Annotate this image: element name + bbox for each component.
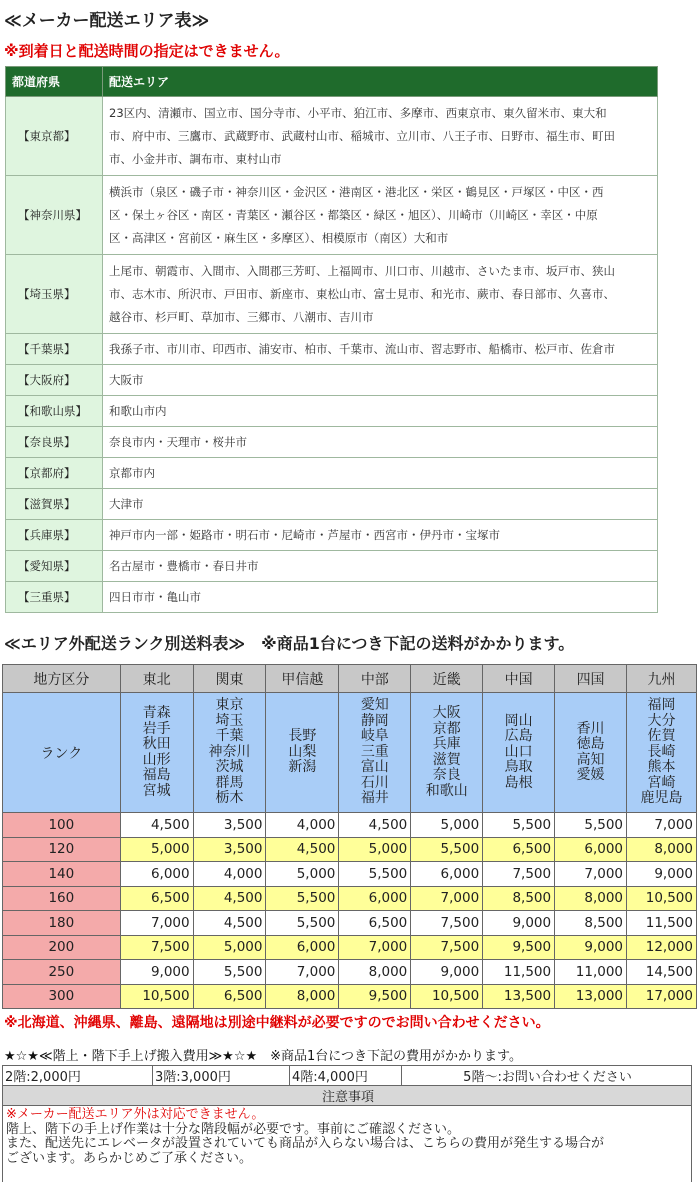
rank-value: 100: [3, 813, 121, 838]
area-cities: [103, 255, 658, 334]
rank-table-title: ≪エリア外配送ランク別送料表≫ ※商品1台につき下記の送料がかかります。: [4, 634, 575, 653]
shipping-fee-cell: 5,000: [266, 862, 339, 887]
prefecture-name: 兵庫: [432, 736, 461, 752]
area-row: [6, 551, 658, 582]
area-city-line: 京都市内: [109, 465, 155, 480]
area-prefecture: 【神奈川県】: [6, 176, 103, 255]
area-row: [6, 427, 658, 458]
area-row: [6, 97, 658, 176]
rank-header-row: [3, 665, 697, 693]
prefecture-name: 神奈川: [208, 743, 251, 760]
prefecture-name: 新潟: [288, 759, 317, 776]
shipping-fee-cell: 17,000: [627, 984, 697, 1009]
prefecture-name: 大阪: [432, 705, 461, 721]
caution-row: [3, 1106, 692, 1182]
header-delivery-area: 配送エリア: [103, 67, 658, 97]
prefecture-name: 東京: [215, 697, 244, 714]
area-prefecture: 【兵庫県】: [6, 520, 103, 551]
shipping-fee-cell: 11,000: [555, 960, 627, 985]
area-prefecture: 【京都府】: [6, 458, 103, 489]
area-row: [6, 334, 658, 365]
fee-4f: 4階:4,000円: [290, 1066, 402, 1086]
area-city-line: 我孫子市、市川市、印西市、浦安市、柏市、千葉市、流山市、習志野市、船橋市、松戸市、佐倉市: [109, 341, 615, 356]
prefecture-name: 高知: [576, 751, 605, 768]
region-header: 関東: [193, 665, 266, 693]
shipping-fee-cell: 5,500: [193, 960, 266, 985]
rank-corner-header: 地方区分: [3, 665, 121, 693]
shipping-fee-cell: 9,500: [483, 935, 555, 960]
area-city-line: 区・保土ヶ谷区・南区・青葉区・瀬谷区・都築区・緑区・旭区）、川崎市（川崎区・幸区・中原: [109, 207, 598, 222]
prefecture-name: 岩手: [142, 720, 171, 737]
area-city-line: 四日市市・亀山市: [109, 589, 201, 604]
prefecture-list: [143, 706, 171, 799]
area-city-line: 大津市: [109, 496, 144, 511]
prefecture-name: 鳥取: [504, 759, 533, 776]
shipping-fee-cell: 7,500: [120, 935, 193, 960]
caution-line: 階上、階下の手上げ作業は十分な階段幅が必要です。事前にご確認ください。: [6, 1121, 460, 1137]
shipping-fee-cell: 4,500: [120, 813, 193, 838]
rank-value: 200: [3, 935, 121, 960]
prefecture-name: 山口: [504, 743, 533, 760]
rank-value: 180: [3, 911, 121, 936]
fee-3f: 3階:3,000円: [153, 1066, 290, 1086]
prefecture-list: [426, 706, 468, 799]
shipping-fee-cell: 7,000: [266, 960, 339, 985]
area-city-line: 上尾市、朝霞市、入間市、入間郡三芳町、上福岡市、川口市、川越市、さいたま市、坂戸市、狭山: [109, 263, 615, 278]
rank-row: [3, 837, 697, 862]
stair-fee-title: ★☆★≪階上・階下手上げ搬入費用≫★☆★ ※商品1台につき下記の費用がかかります。: [4, 1049, 523, 1064]
region-prefectures: [266, 693, 339, 813]
shipping-fee-cell: 6,500: [483, 837, 555, 862]
shipping-fee-cell: 8,000: [339, 960, 411, 985]
caution-line: ございます。あらかじめご了承ください。: [6, 1150, 252, 1166]
prefecture-name: 島根: [504, 774, 533, 791]
prefecture-name: 石川: [360, 774, 389, 791]
prefecture-list: [505, 714, 533, 792]
shipping-fee-cell: 5,500: [266, 911, 339, 936]
shipping-fee-cell: 6,000: [555, 837, 627, 862]
prefecture-name: 和歌山: [425, 782, 468, 799]
rank-value: 300: [3, 984, 121, 1009]
prefecture-name: 三重: [360, 743, 389, 760]
rank-row: [3, 960, 697, 985]
prefecture-name: 山梨: [288, 743, 317, 760]
region-header: 九州: [627, 665, 697, 693]
fee-row: [3, 1066, 692, 1086]
prefecture-list: [577, 722, 605, 784]
delivery-date-notice: ※到着日と配送時間の指定はできません。: [4, 42, 290, 60]
prefecture-name: 広島: [504, 728, 533, 745]
area-row: [6, 582, 658, 613]
prefecture-list: [641, 698, 683, 807]
shipping-fee-cell: 3,500: [193, 813, 266, 838]
shipping-fee-cell: 5,500: [266, 886, 339, 911]
header-prefecture: 都道府県: [6, 67, 103, 97]
area-city-line: 市、小金井市、調布市、東村山市: [109, 151, 282, 166]
area-row: [6, 458, 658, 489]
prefecture-name: 愛知: [360, 697, 389, 714]
region-prefectures: [339, 693, 411, 813]
shipping-fee-cell: 5,500: [483, 813, 555, 838]
area-row: [6, 255, 658, 334]
prefecture-name: 福岡: [647, 697, 676, 714]
area-prefecture: 【埼玉県】: [6, 255, 103, 334]
area-cities: [103, 458, 658, 489]
rank-row: [3, 886, 697, 911]
delivery-area-table: [5, 66, 658, 613]
prefecture-name: 香川: [576, 720, 605, 737]
region-header: 近畿: [411, 665, 483, 693]
shipping-fee-cell: 9,500: [339, 984, 411, 1009]
shipping-fee-cell: 13,500: [483, 984, 555, 1009]
area-city-line: 区・高津区・宮前区・麻生区・多摩区）、相模原市（南区）大和市: [109, 230, 449, 245]
shipping-fee-cell: 7,000: [411, 886, 483, 911]
shipping-fee-cell: 10,500: [120, 984, 193, 1009]
shipping-fee-cell: 12,000: [627, 935, 697, 960]
prefecture-name: 秋田: [142, 736, 171, 752]
prefecture-name: 山形: [142, 751, 171, 768]
rank-row: [3, 813, 697, 838]
shipping-fee-cell: 8,000: [266, 984, 339, 1009]
shipping-fee-cell: 13,000: [555, 984, 627, 1009]
rank-value: 250: [3, 960, 121, 985]
prefecture-name: 愛媛: [576, 767, 605, 783]
area-city-line: 横浜市（泉区・磯子市・神奈川区・金沢区・港南区・港北区・栄区・鶴見区・戸塚区・中区・西: [109, 184, 604, 199]
area-prefecture: 【三重県】: [6, 582, 103, 613]
shipping-fee-cell: 10,500: [411, 984, 483, 1009]
prefecture-name: 岐阜: [360, 728, 389, 745]
shipping-fee-cell: 4,500: [193, 911, 266, 936]
shipping-fee-cell: 9,000: [627, 862, 697, 887]
fee-2f: 2階:2,000円: [3, 1066, 153, 1086]
shipping-fee-cell: 8,000: [555, 886, 627, 911]
fee-5f-plus: 5階～:お問い合わせください: [402, 1066, 692, 1086]
prefecture-name: 佐賀: [647, 728, 676, 745]
area-prefecture: 【千葉県】: [6, 334, 103, 365]
area-city-line: 和歌山市内: [109, 403, 167, 418]
shipping-fee-cell: 7,000: [555, 862, 627, 887]
region-prefectures: [627, 693, 697, 813]
prefecture-name: 青森: [142, 705, 171, 721]
area-table-header: [6, 67, 658, 97]
prefecture-name: 宮崎: [647, 774, 676, 791]
prefecture-name: 茨城: [215, 759, 244, 776]
area-prefecture: 【愛知県】: [6, 551, 103, 582]
area-cities: [103, 334, 658, 365]
prefecture-name: 滋賀: [432, 751, 461, 768]
caution-body: [3, 1106, 692, 1182]
region-header: 中部: [339, 665, 411, 693]
shipping-fee-cell: 4,500: [266, 837, 339, 862]
remote-area-notice: ※北海道、沖縄県、離島、遠隔地は別途中継料が必要ですのでお問い合わせください。: [4, 1015, 550, 1031]
area-city-line: 越谷市、杉戸町、草加市、三郷市、八潮市、吉川市: [109, 309, 374, 324]
shipping-fee-cell: 10,500: [627, 886, 697, 911]
shipping-fee-cell: 5,000: [411, 813, 483, 838]
prefecture-name: 群馬: [215, 774, 244, 791]
shipping-fee-cell: 6,000: [120, 862, 193, 887]
shipping-fee-cell: 6,500: [193, 984, 266, 1009]
shipping-fee-cell: 7,000: [339, 935, 411, 960]
area-city-line: 市、志木市、所沢市、戸田市、新座市、東松山市、富士見市、和光市、蕨市、春日部市、久喜市、: [109, 286, 615, 301]
prefecture-name: 長野: [288, 728, 317, 745]
shipping-fee-cell: 6,000: [339, 886, 411, 911]
prefecture-name: 静岡: [360, 712, 389, 729]
area-city-line: 奈良市内・天理市・桜井市: [109, 434, 247, 449]
area-city-line: 名古屋市・豊橋市・春日井市: [109, 558, 259, 573]
shipping-fee-cell: 5,000: [339, 837, 411, 862]
shipping-fee-cell: 5,000: [193, 935, 266, 960]
area-city-line: 23区内、清瀬市、国立市、国分寺市、小平市、狛江市、多摩市、西東京市、東久留米市、東大和: [109, 105, 607, 120]
prefecture-name: 福島: [142, 767, 171, 783]
area-city-line: 神戸市内一部・姫路市・明石市・尼崎市・芦屋市・西宮市・伊丹市・宝塚市: [109, 527, 500, 542]
area-row: [6, 365, 658, 396]
shipping-fee-cell: 5,000: [120, 837, 193, 862]
shipping-fee-cell: 5,500: [339, 862, 411, 887]
shipping-fee-cell: 11,500: [483, 960, 555, 985]
prefecture-name: 熊本: [647, 759, 676, 776]
prefecture-list: [361, 698, 389, 807]
prefecture-name: 宮城: [142, 782, 171, 799]
shipping-fee-cell: 5,500: [411, 837, 483, 862]
area-cities: [103, 551, 658, 582]
area-row: [6, 520, 658, 551]
shipping-fee-cell: 6,000: [266, 935, 339, 960]
shipping-fee-cell: 8,500: [555, 911, 627, 936]
shipping-fee-cell: 4,500: [339, 813, 411, 838]
area-prefecture: 【東京都】: [6, 97, 103, 176]
prefecture-name: 富山: [360, 759, 389, 776]
rank-row: [3, 935, 697, 960]
shipping-fee-cell: 7,500: [411, 935, 483, 960]
shipping-fee-cell: 9,000: [555, 935, 627, 960]
shipping-fee-cell: 9,000: [483, 911, 555, 936]
prefecture-name: 岡山: [504, 712, 533, 729]
caution-header-row: [3, 1086, 692, 1106]
region-header: 四国: [555, 665, 627, 693]
region-prefectures: [120, 693, 193, 813]
shipping-fee-cell: 7,500: [411, 911, 483, 936]
prefecture-list: [288, 729, 316, 776]
prefecture-name: 長崎: [647, 743, 676, 760]
area-city-line: 市、府中市、三鷹市、武蔵野市、武蔵村山市、稲城市、立川市、八王子市、日野市、福生市、町田: [109, 128, 615, 143]
stair-fee-table: [2, 1065, 692, 1182]
rank-row: [3, 984, 697, 1009]
rank-value: 160: [3, 886, 121, 911]
prefecture-name: 福井: [360, 790, 389, 807]
rank-row: [3, 862, 697, 887]
shipping-fee-cell: 9,000: [411, 960, 483, 985]
rank-value: 140: [3, 862, 121, 887]
shipping-fee-cell: 11,500: [627, 911, 697, 936]
prefecture-name: 栃木: [215, 790, 244, 807]
area-row: [6, 396, 658, 427]
area-cities: [103, 365, 658, 396]
area-cities: [103, 489, 658, 520]
shipping-fee-cell: 4,000: [193, 862, 266, 887]
shipping-fee-cell: 7,500: [483, 862, 555, 887]
region-prefectures: [555, 693, 627, 813]
prefecture-name: 大分: [647, 712, 676, 729]
caution-red-line: ※メーカー配送エリア外は対応できません。: [6, 1107, 265, 1122]
area-prefecture: 【大阪府】: [6, 365, 103, 396]
shipping-fee-cell: 8,500: [483, 886, 555, 911]
area-cities: [103, 176, 658, 255]
prefecture-name: 鹿児島: [640, 790, 683, 807]
prefecture-list: [209, 698, 251, 807]
area-cities: [103, 427, 658, 458]
area-row: [6, 489, 658, 520]
shipping-fee-cell: 6,500: [339, 911, 411, 936]
prefecture-name: 埼玉: [215, 712, 244, 729]
shipping-fee-cell: 14,500: [627, 960, 697, 985]
shipping-fee-cell: 9,000: [120, 960, 193, 985]
area-cities: [103, 582, 658, 613]
shipping-fee-cell: 6,000: [411, 862, 483, 887]
prefecture-name: 奈良: [432, 767, 461, 783]
shipping-fee-cell: 8,000: [627, 837, 697, 862]
rank-label: ランク: [3, 693, 121, 813]
rank-row: [3, 911, 697, 936]
region-prefectures: [411, 693, 483, 813]
region-prefectures: [483, 693, 555, 813]
rank-shipping-table: [2, 664, 697, 1009]
area-cities: [103, 396, 658, 427]
shipping-fee-cell: 3,500: [193, 837, 266, 862]
area-cities: [103, 97, 658, 176]
rank-value: 120: [3, 837, 121, 862]
shipping-fee-cell: 4,000: [266, 813, 339, 838]
area-table-title: ≪メーカー配送エリア表≫: [4, 11, 210, 31]
region-header: 甲信越: [266, 665, 339, 693]
prefecture-name: 京都: [432, 720, 461, 737]
area-row: [6, 176, 658, 255]
region-prefectures-row: [3, 693, 697, 813]
area-prefecture: 【和歌山県】: [6, 396, 103, 427]
prefecture-name: 千葉: [215, 728, 244, 745]
area-prefecture: 【滋賀県】: [6, 489, 103, 520]
region-header: 中国: [483, 665, 555, 693]
shipping-fee-cell: 4,500: [193, 886, 266, 911]
prefecture-name: 徳島: [576, 736, 605, 752]
shipping-fee-cell: 6,500: [120, 886, 193, 911]
shipping-fee-cell: 7,000: [120, 911, 193, 936]
area-city-line: 大阪市: [109, 372, 144, 387]
caution-line: また、配送先にエレベータが設置されていても商品が入らない場合は、こちらの費用が発生する場合が: [6, 1136, 605, 1151]
area-cities: [103, 520, 658, 551]
region-header: 東北: [120, 665, 193, 693]
shipping-fee-cell: 5,500: [555, 813, 627, 838]
shipping-fee-cell: 7,000: [627, 813, 697, 838]
area-prefecture: 【奈良県】: [6, 427, 103, 458]
region-prefectures: [193, 693, 266, 813]
caution-header: 注意事項: [3, 1086, 692, 1106]
